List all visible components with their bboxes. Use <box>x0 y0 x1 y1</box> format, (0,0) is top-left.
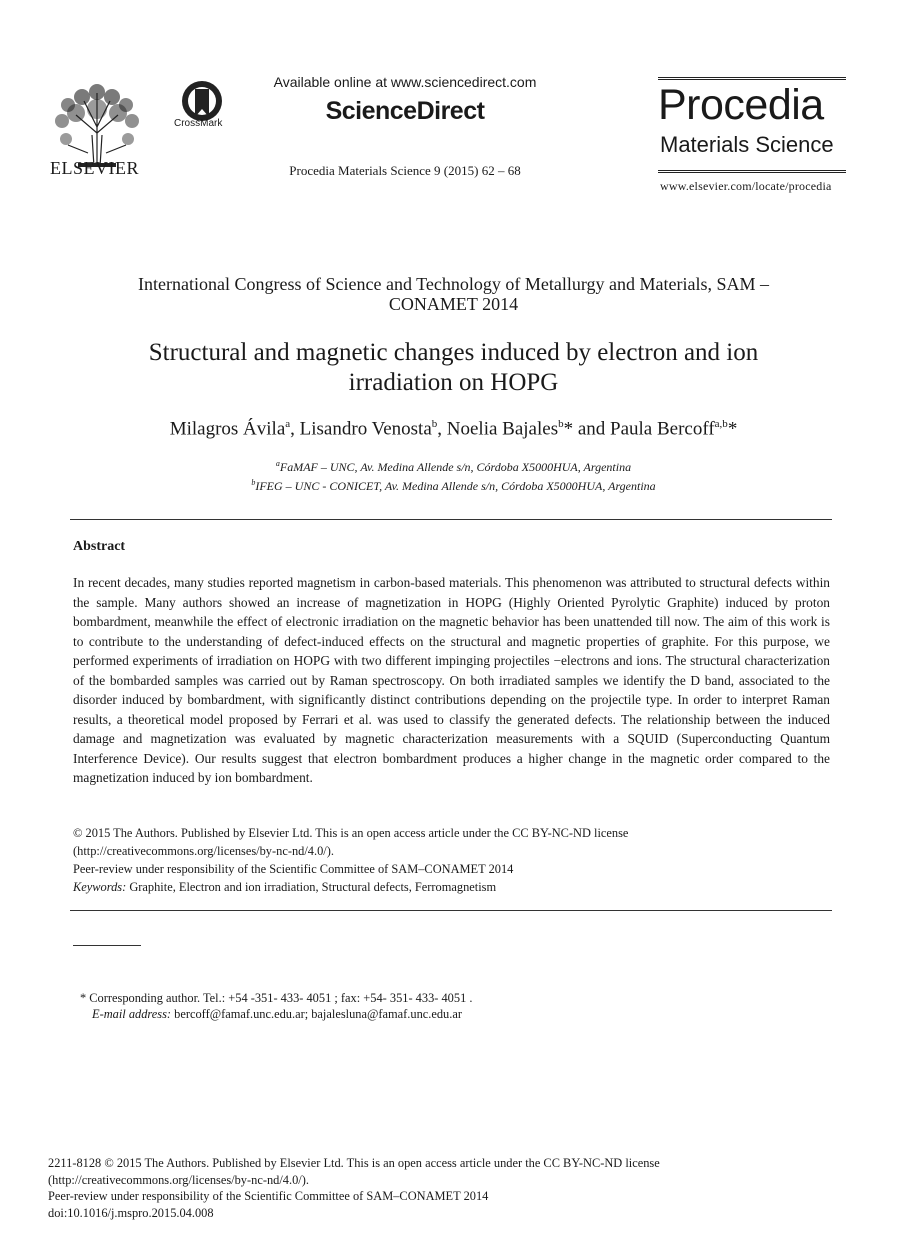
bottom-license-block <box>48 1155 660 1221</box>
crossmark-label: CrossMark <box>174 118 223 129</box>
author-affil-mark: b <box>431 418 438 430</box>
divider-top <box>70 519 832 520</box>
affiliation-mark: b <box>251 478 256 487</box>
elsevier-wordmark: ELSEVIER <box>50 158 139 178</box>
procedia-brand-name: Procedia <box>658 81 824 129</box>
sciencedirect-wordmark: ScienceDirect <box>325 97 485 125</box>
author-name: Noelia Bajales <box>446 418 559 440</box>
abstract-body: In recent decades, many studies reported magnetism in carbon-based materials. This phenomenon was attributed to structural defects within the sample. Many authors showed an increase of magnetization in HOPG (Highly Oriented Pyrolytic Graphite) induced by proton bombardment, meanwhile the effect of electronic irradiation on the magnetic behavior has been unattended till now. The aim of this work is to contribute to the understanding of defect-induced effects on the structural and magnetic properties of graphite. For this purpose, we performed experiments of irradiation on HOPG with two different impinging projectiles −electrons and ions. The structural characterization of the bombarded samples was carried out by Raman spectroscopy. On both irradiated samples we identify the D band, associated to the disorder induced by bombardment, with significantly distinct contributions depending on the projectile type. In order to interpret Raman results, a theoretical model proposed by Ferrari et al. was used to classify the generated defects. The relationship between the induced damage and magnetization was evaluated by magnetic characterization measurements with a SQUID (Superconducting Quantum Interference Device). Our results suggest that electron bombardment produces a higher change in the magnetic order compared to the magnetization induced by ion bombardment. <box>73 575 830 785</box>
email-label: E-mail address: <box>92 1007 172 1021</box>
conference-line-1: International Congress of Science and Technology of Metallurgy and Materials, SAM – <box>138 274 769 294</box>
affiliation-a <box>60 456 847 475</box>
copyright-line: © 2015 The Authors. Published by Elsevier Ltd. This is an open access article under the CC BY-NC-ND license <box>73 826 629 840</box>
author-list <box>60 418 847 440</box>
author-affil-mark: b <box>558 418 564 430</box>
divider-bottom <box>70 910 832 911</box>
author-separator: and <box>573 418 611 440</box>
bottom-peer-review: Peer-review under responsibility of the Scientific Committee of SAM–CONAMET 2014 <box>48 1189 489 1203</box>
available-online-line[interactable]: Available online at www.sciencedirect.com <box>273 74 537 90</box>
author-affil-mark: a <box>285 418 291 430</box>
corresponding-star: * <box>727 418 738 440</box>
affiliation-text: FaMAF – UNC, Av. Medina Allende s/n, Córdoba X5000HUA, Argentina <box>279 460 632 474</box>
issn-line: 2211-8128 © 2015 The Authors. Published by Elsevier Ltd. This is an open access article under the CC BY-NC-ND license <box>48 1156 660 1170</box>
abstract-heading: Abstract <box>73 539 126 554</box>
title-line-2: irradiation on HOPG <box>348 369 559 396</box>
author-name: Paula Bercoff <box>610 418 715 440</box>
conference-name <box>60 274 847 314</box>
procedia-rule-bottom <box>658 170 846 173</box>
affiliations <box>60 456 847 494</box>
footnote-rule <box>73 945 141 946</box>
author-name: Milagros Ávila <box>169 418 286 440</box>
doi-line[interactable]: doi:10.1016/j.mspro.2015.04.008 <box>48 1205 214 1220</box>
author-affil-mark: a,b <box>714 418 728 430</box>
license-block <box>73 824 830 896</box>
author-separator: , <box>290 418 300 440</box>
paper-title <box>60 338 847 398</box>
license-link[interactable]: (http://creativecommons.org/licenses/by-nc-nd/4.0/). <box>73 844 334 858</box>
keywords-text: Graphite, Electron and ion irradiation, Structural defects, Ferromagnetism <box>129 880 497 894</box>
keywords-label: Keywords: <box>73 880 127 894</box>
journal-reference: Procedia Materials Science 9 (2015) 62 – 68 <box>289 163 521 178</box>
peer-review-line: Peer-review under responsibility of the Scientific Committee of SAM–CONAMET 2014 <box>73 862 514 876</box>
procedia-brand-subtitle: Materials Science <box>660 132 834 157</box>
affiliation-mark: a <box>275 459 280 468</box>
email-line <box>92 1006 462 1022</box>
procedia-rule-top <box>658 77 846 80</box>
title-line-1: Structural and magnetic changes induced by electron and ion <box>148 339 759 366</box>
author-separator: , <box>437 418 447 440</box>
affiliation-b <box>60 475 847 494</box>
bottom-license-link[interactable]: (http://creativecommons.org/licenses/by-nc-nd/4.0/). <box>48 1172 309 1187</box>
corresponding-star: * <box>563 418 574 440</box>
conference-line-2: CONAMET 2014 <box>388 294 519 314</box>
corresponding-author-note: * Corresponding author. Tel.: +54 -351- 433- 4051 ; fax: +54- 351- 433- 4051 . <box>80 991 473 1005</box>
email-addresses[interactable]: bercoff@famaf.unc.edu.ar; bajalesluna@famaf.unc.edu.ar <box>174 1007 462 1021</box>
keywords-line <box>73 878 830 896</box>
author-name: Lisandro Venosta <box>299 418 432 440</box>
affiliation-text: IFEG – UNC - CONICET, Av. Medina Allende s/n, Córdoba X5000HUA, Argentina <box>255 479 656 493</box>
journal-url[interactable]: www.elsevier.com/locate/procedia <box>660 179 832 193</box>
